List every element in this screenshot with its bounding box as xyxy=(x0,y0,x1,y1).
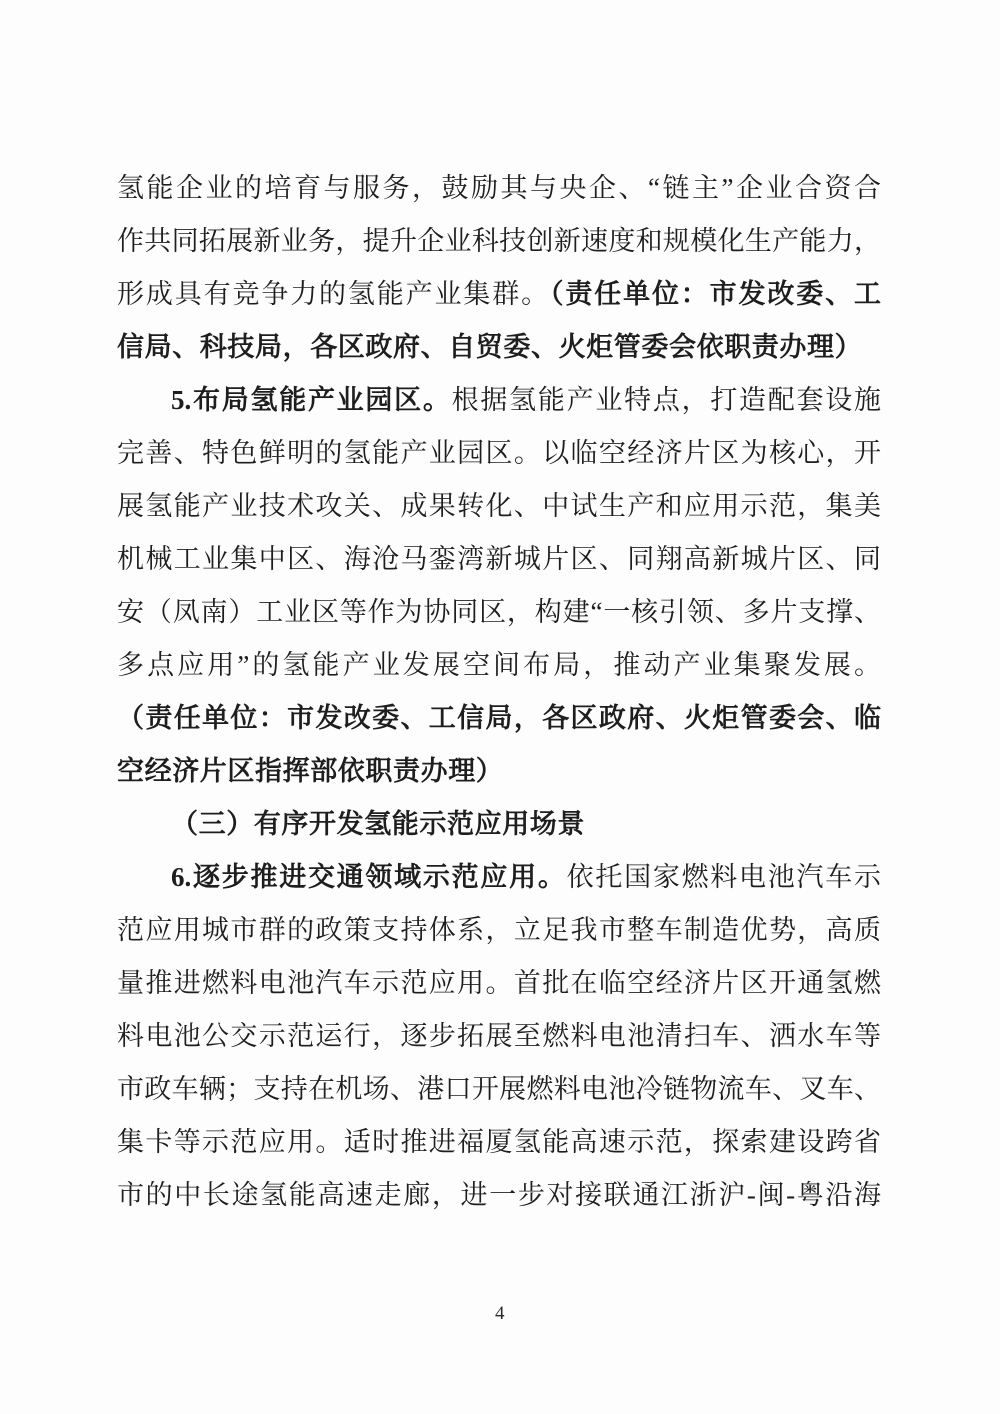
bold-text-run: 信局、科技局，各区政府、自贸委、火炬管委会依职责办理） xyxy=(117,332,863,362)
text-line xyxy=(117,798,881,851)
bold-text-run: （三）有序开发氢能示范应用场景 xyxy=(171,809,585,839)
text-run: 机械工业集中区、海沧马銮湾新城片区、同翔高新城片区、同 xyxy=(117,544,881,574)
text-run: 安（凤南）工业区等作为协同区，构建“一核引领、多片支撑、 xyxy=(117,597,881,627)
text-line xyxy=(117,215,881,268)
text-line xyxy=(117,533,881,586)
text-line xyxy=(117,268,881,321)
text-line xyxy=(117,427,881,480)
text-run: 市的中长途氢能高速走廊，进一步对接联通江浙沪-闽-粤沿海 xyxy=(117,1180,881,1210)
text-run: 依托国家燃料电池汽车示 xyxy=(566,862,882,892)
text-line xyxy=(117,692,881,745)
text-line xyxy=(117,639,881,692)
text-run: 料电池公交示范运行，逐步拓展至燃料电池清扫车、洒水车等 xyxy=(117,1021,881,1051)
text-run: 作共同拓展新业务，提升企业科技创新速度和规模化生产能力， xyxy=(117,226,881,256)
text-run: 根据氢能产业特点，打造配套设施 xyxy=(451,385,882,415)
text-run: 集卡等示范应用。适时推进福厦氢能高速示范，探索建设跨省 xyxy=(117,1127,881,1157)
text-line xyxy=(117,745,881,798)
text-run: 市政车辆；支持在机场、港口开展燃料电池冷链物流车、叉车、 xyxy=(117,1074,881,1104)
page-number: 4 xyxy=(495,1303,505,1324)
text-line xyxy=(117,321,881,374)
bold-text-run: （责任单位：市发改委、工信局，各区政府、火炬管委会、临 xyxy=(117,703,881,733)
text-run: 范应用城市群的政策支持体系，立足我市整车制造优势，高质 xyxy=(117,915,881,945)
bold-text-run: 空经济片区指挥部依职责办理） xyxy=(117,756,504,786)
text-run: 形成具有竞争力的氢能产业集群。 xyxy=(117,279,550,309)
text-line xyxy=(117,1169,881,1222)
bold-text-run: 5.布局氢能产业园区。 xyxy=(171,385,452,415)
text-run: 多点应用”的氢能产业发展空间布局，推动产业集聚发展。 xyxy=(117,650,881,680)
bold-text-run: （责任单位：市发改委、工 xyxy=(549,279,882,309)
text-run: 展氢能产业技术攻关、成果转化、中试生产和应用示范，集美 xyxy=(117,491,881,521)
text-line xyxy=(117,904,881,957)
text-line xyxy=(117,1063,881,1116)
text-line xyxy=(117,1116,881,1169)
text-line xyxy=(117,374,881,427)
text-run: 完善、特色鲜明的氢能产业园区。以临空经济片区为核心，开 xyxy=(117,438,881,468)
text-line xyxy=(117,586,881,639)
text-line xyxy=(117,480,881,533)
bold-text-run: 6.逐步推进交通领域示范应用。 xyxy=(171,862,567,892)
text-line xyxy=(117,851,881,904)
text-line xyxy=(117,162,881,215)
text-run: 量推进燃料电池汽车示范应用。首批在临空经济片区开通氢燃 xyxy=(117,968,881,998)
text-line xyxy=(117,1010,881,1063)
text-line xyxy=(117,957,881,1010)
text-run: 氢能企业的培育与服务，鼓励其与央企、“链主”企业合资合 xyxy=(117,173,881,203)
document-body xyxy=(117,162,881,1222)
